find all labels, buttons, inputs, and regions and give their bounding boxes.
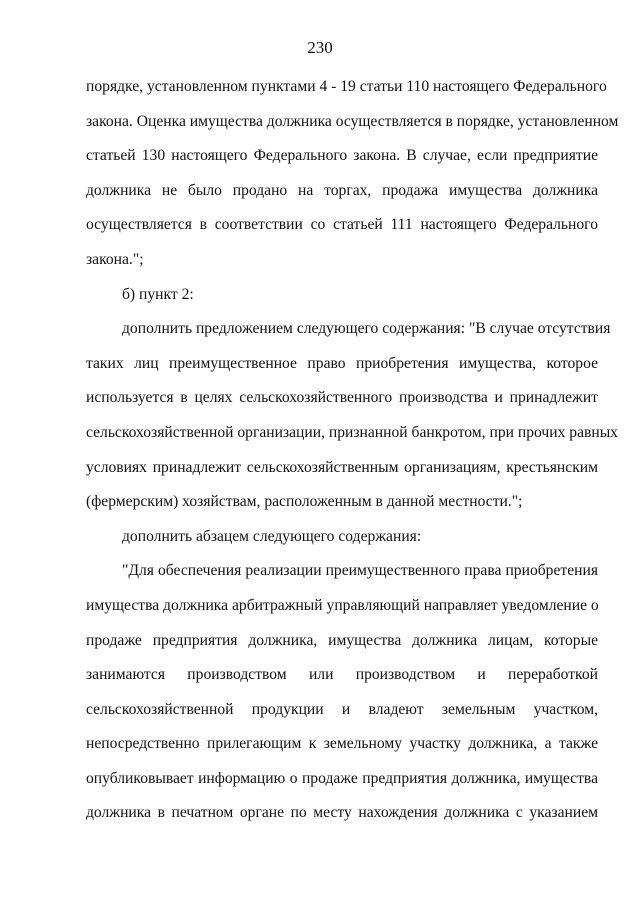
text-line: "Для обеспечения реализации преимущественного права приобретения [122,562,598,580]
text-line: закона."; [86,250,144,268]
text-line: имущества должника арбитражный управляющий направляет уведомление о [86,596,599,614]
text-line: непосредственно прилегающим к земельному участку должника, а также [86,735,598,753]
paragraph [86,70,619,278]
text-line: опубликовывает информацию о продаже предприятия должника, имущества [86,769,598,787]
text-line: должника не было продано на торгах, продажа имущества должника [86,181,598,199]
text-line: б) пункт 2: [122,285,194,303]
text-line: таких лиц преимущественное право приобретения имущества, которое [86,354,598,372]
paragraph [86,278,598,313]
text-line: дополнить абзацем следующего содержания: [122,527,422,545]
text-line: условиях принадлежит сельскохозяйственным организациям, крестьянским [86,458,598,476]
text-line: сельскохозяйственной организации, признанной банкротом, при прочих равных [86,423,618,441]
text-line: используется в целях сельскохозяйственного производства и принадлежит [86,389,598,407]
document-body [86,70,619,831]
text-line: закона. Оценка имущества должника осуществляется в порядке, установленном [86,112,619,130]
text-line: порядке, установленном пунктами 4 - 19 статьи 110 настоящего Федерального [86,78,607,95]
text-line: продаже предприятия должника, имущества должника лицам, которые [86,631,598,649]
page-number: 230 [307,38,333,57]
paragraph [86,520,598,555]
text-line: дополнить предложением следующего содержания: "В случае отсутствия [122,320,611,338]
text-line: сельскохозяйственной продукции и владеют земельным участком, [86,700,598,718]
text-line: (фермерским) хозяйствам, расположенным в данной местности."; [86,493,523,511]
paragraph [86,554,598,831]
text-line: должника в печатном органе по месту нахождения должника с указанием [86,804,598,822]
paragraph [86,312,618,520]
text-line: статьей 130 настоящего Федерального закона. В случае, если предприятие [86,147,598,165]
text-line: занимаются производством или производством и переработкой [86,666,598,684]
text-line: осуществляется в соответствии со статьей 111 настоящего Федерального [86,216,598,234]
